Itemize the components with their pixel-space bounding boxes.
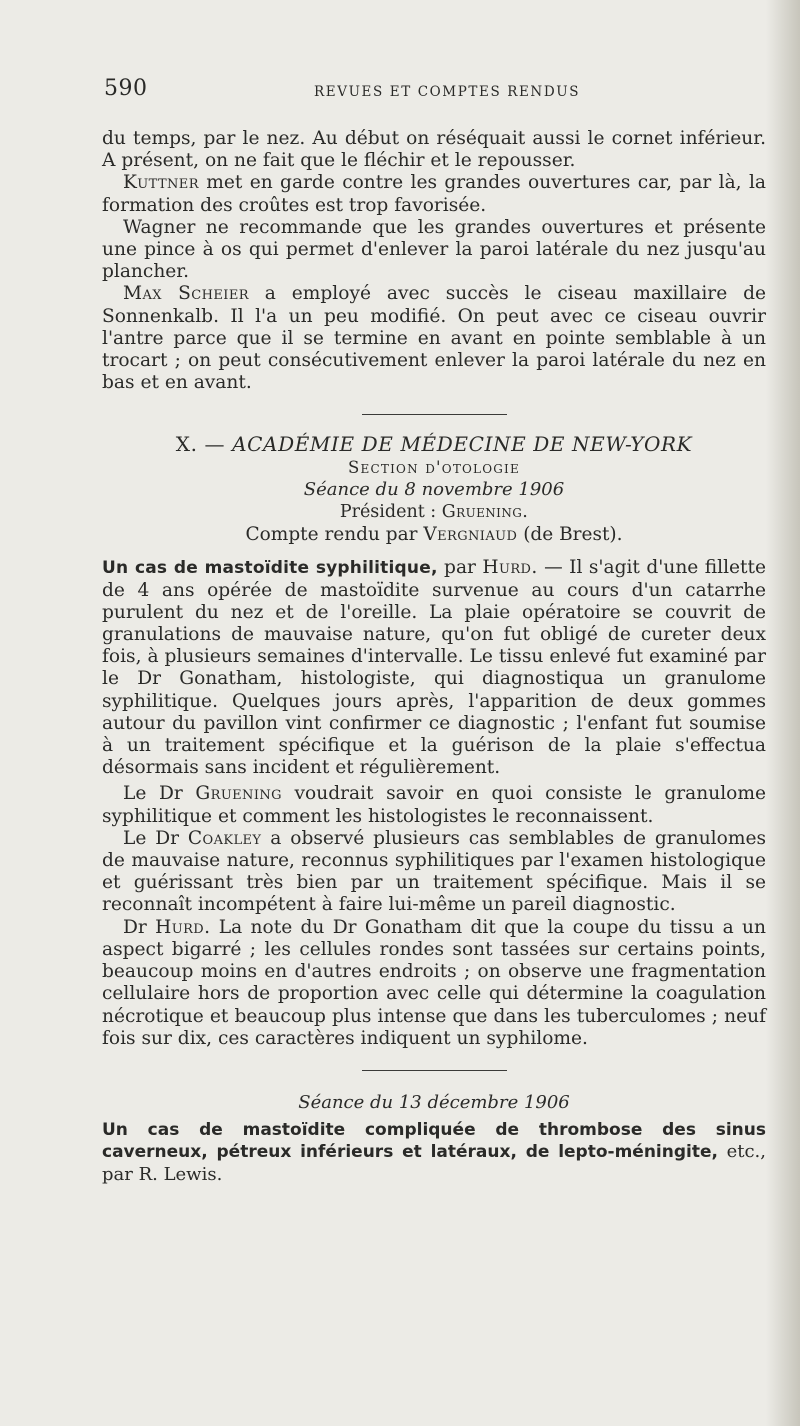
section-title: ACADÉMIE DE MÉDECINE DE NEW-YORK (232, 432, 693, 457)
president-name: Gruening. (441, 502, 529, 523)
running-title: REVUES ET COMPTES RENDUS (314, 84, 581, 100)
case-1-text: — Il s'agit d'une fillette de 4 ans opérée de mastoïdite survenue au cours d'un catarrhe purulent du nez et de l'oreille. La plaie opératoire se couvrit de granulations de mauvaise nature, qu'on fut obligé de cureter deux fois, à plusieurs semaines d'intervalle. Le tissu enlevé fut examiné par le Dr Gonatham, histologiste, qui diagnostiqua un granulome syphilitique. Quelques jours après, l'apparition de deux gommes autour du pavillon vint confirmer ce diagnostic ; l'enfant fut soumise à un traitement spécifique et la guérison de la plaie s'effectua désormais sans incident et régulièrement. (102, 557, 766, 779)
intro-paragraph-1: du temps, par le nez. Au début on réséquait aussi le cornet inférieur. A présent, on ne fait que le fléchir et le repousser. (102, 128, 766, 172)
discussion-hurd-text: La note du Dr Gonatham dit que la coupe du tissu a un aspect bigarré ; les cellules rondes sont tassées sur certains points, beaucoup moins en d'autres endroits ; on observe une fragmentation cellulaire hors de proportion avec celle qui détermine la coagulation nécrotique et beaucoup plus intense que dans les tuberculomes ; neuf fois sur dix, ces caractères indiquent un syphilome. (102, 916, 766, 1049)
author-kuttner: Kuttner (123, 172, 199, 194)
page-body (102, 128, 766, 1186)
report-suffix: (de Brest). (517, 524, 623, 546)
section-divider (362, 414, 507, 415)
case-2-title: Un cas de mastoïdite compliquée de thrombose des sinus caverneux, pétreux inférieurs et latéraux, de lepto-méningite, (102, 1119, 766, 1163)
section-subtitle: Section d'otologie (348, 458, 520, 478)
case-1-author-prefix: par (437, 557, 483, 579)
section-divider-2 (362, 1070, 507, 1071)
intro-paragraph-3: Wagner ne recommande que les grandes ouvertures et présente une pince à os qui permet d'enlever la paroi latérale du nez jusqu'au plancher. (102, 216, 766, 283)
intro-paragraph-2-text: met en garde contre les grandes ouvertures car, par là, la formation des croûtes est trop favorisée. (102, 172, 766, 216)
report-author: Vergniaud (423, 524, 518, 546)
discussion-coakley (102, 828, 766, 917)
discussion-hurd-prefix: Dr (123, 916, 156, 938)
case-2-byline: etc., par R. Lewis. (102, 1141, 766, 1185)
discussion-hurd (102, 917, 766, 1050)
report-line (102, 523, 766, 547)
president-label: Président : (339, 502, 437, 523)
case-1-author: Hurd. (482, 557, 538, 579)
case-1-title: Un cas de mastoïdite syphilitique, (102, 558, 438, 579)
discussion-gruening-name: Gruening (195, 783, 282, 805)
report-label: Compte rendu par (245, 524, 418, 546)
page-number: 590 (104, 76, 148, 101)
seance-date-2: Séance du 13 décembre 1906 (298, 1091, 570, 1113)
discussion-hurd-name: Hurd. (155, 916, 211, 938)
discussion-gruening-prefix: Le Dr (123, 783, 196, 805)
discussion-coakley-text: a observé plusieurs cas semblables de granulomes de mauvaise nature, reconnus syphilitiques par l'examen histologique et guérissant très bien par un traitement spécifique. Mais il se reconnaît incompétent à faire lui-même un pareil diagnostic. (102, 827, 766, 916)
intro-paragraph-4 (102, 283, 766, 394)
president-line (102, 501, 766, 523)
case-2-paragraph (102, 1119, 766, 1187)
section-number: X. — (175, 432, 226, 457)
seance-date-1: Séance du 8 novembre 1906 (303, 479, 565, 501)
intro-paragraph-4-text: a employé avec succès le ciseau maxillaire de Sonnenkalb. Il l'a un peu modifié. On peut avec ce ciseau ouvrir l'antre parce que il se termine en avant en pointe semblable à un trocart ; on peut consécutivement enlever la paroi latérale du nez en bas et en avant. (102, 283, 766, 394)
case-1-paragraph (102, 557, 766, 779)
discussion-coakley-prefix: Le Dr (123, 827, 188, 849)
discussion-gruening (102, 783, 766, 827)
author-scheier: Max Scheier (123, 283, 249, 305)
discussion-coakley-name: Coakley (187, 827, 262, 849)
section-heading (102, 432, 766, 456)
discussion-gruening-text: voudrait savoir en quoi consiste le granulome syphilitique et comment les histologistes le reconnaissent. (102, 783, 766, 827)
intro-paragraph-2 (102, 172, 766, 216)
page-header (104, 76, 764, 106)
